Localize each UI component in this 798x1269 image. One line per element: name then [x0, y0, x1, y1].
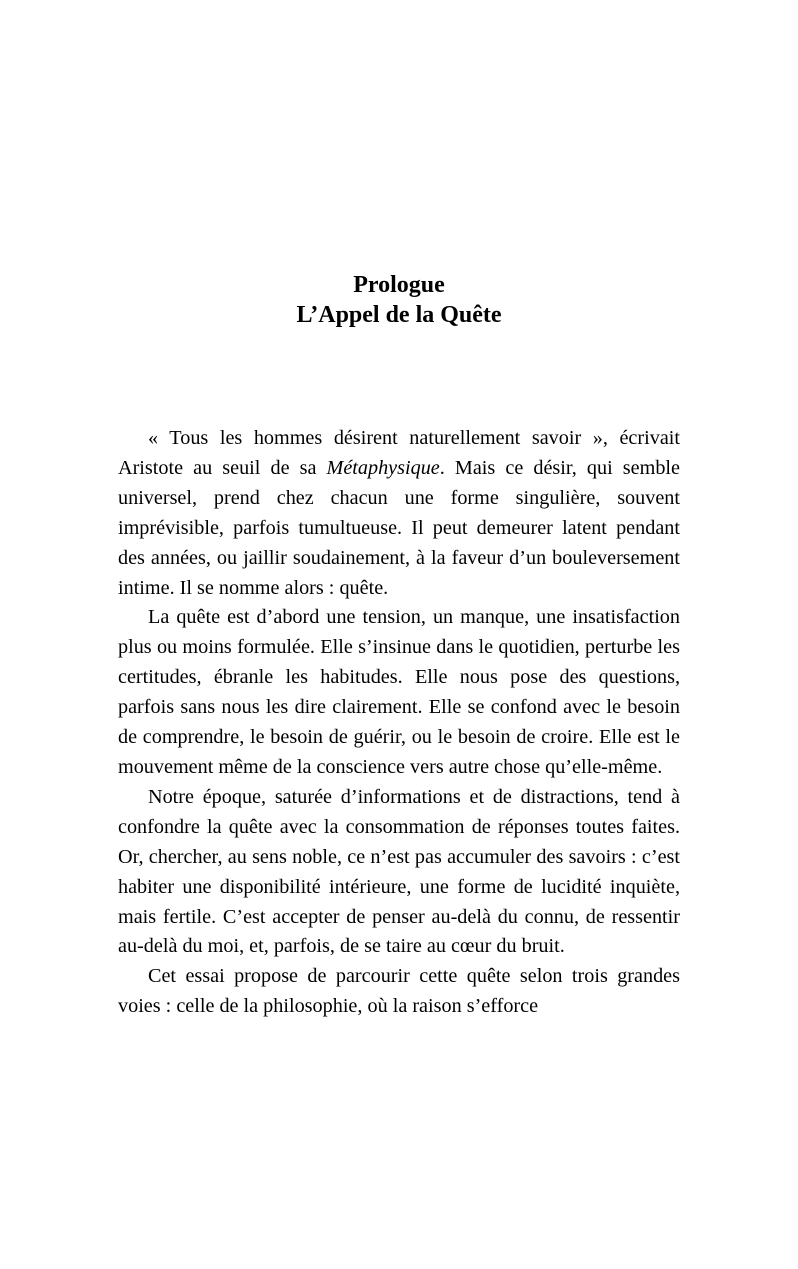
paragraph-1-after: . Mais ce désir, qui semble universel, prend chez chacun une forme singulière, souvent imprévisible, parfois tumultueuse. Il peut demeurer latent pendant des années, ou jaillir soudainement, à la faveur d’un bouleversement intime. Il se nomme alors : quête. — [118, 456, 680, 599]
chapter-subtitle: L’Appel de la Quête — [296, 302, 502, 328]
paragraph-1 — [118, 424, 680, 603]
paragraph-3: Notre époque, saturée d’informations et de distractions, tend à confondre la quête avec la consommation de réponses toutes faites. Or, chercher, au sens noble, ce n’est pas accumuler des savoirs : c’est habiter une disponibilité intérieure, une forme de lucidité inquiète, mais fertile. C’est accepter de penser au-delà du connu, de ressentir au-delà du moi, et, parfois, de se taire au cœur du bruit. — [118, 785, 680, 958]
chapter-title: Prologue — [353, 272, 445, 298]
body-text — [118, 424, 680, 1022]
chapter-heading — [0, 270, 798, 330]
paragraph-2: La quête est d’abord une tension, un manque, une insatisfaction plus ou moins formulée. Elle s’insinue dans le quotidien, perturbe les certitudes, ébranle les habitudes. Elle nous pose des questions, parfois sans nous les dire clairement. Elle se confond avec le besoin de comprendre, le besoin de guérir, ou le besoin de croire. Elle est le mouvement même de la conscience vers autre chose qu’elle-même. — [118, 606, 680, 778]
paragraph-4: Cet essai propose de parcourir cette quête selon trois grandes voies : celle de la philosophie, où la raison s’efforce — [118, 965, 680, 1018]
paragraph-1-before: « Tous les hommes désirent naturellement savoir », écrivait Aristote au seuil de sa — [118, 427, 680, 479]
book-title-italic: Métaphysique — [326, 456, 440, 479]
